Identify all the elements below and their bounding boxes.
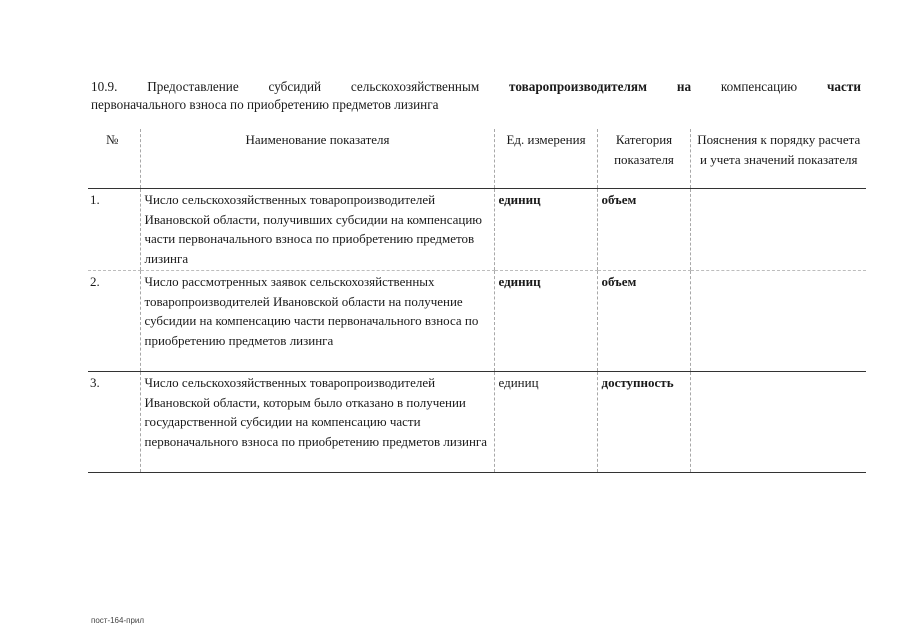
row-number: 1.	[88, 189, 140, 271]
section-heading	[91, 78, 861, 114]
row-notes	[690, 271, 866, 372]
row-unit: единиц	[494, 189, 597, 271]
header-category: Категория показателя	[597, 129, 690, 189]
row-name: Число рассмотренных заявок сельскохозяйственных товаропроизводителей Ивановской области на получение субсидии на компенсацию части первоначального взноса по приобретению предметов лизинга	[140, 271, 494, 372]
row-category: объем	[597, 189, 690, 271]
row-number: 3.	[88, 372, 140, 473]
heading-word-bold: товаропроизводителям	[509, 79, 648, 94]
heading-line-2: первоначального взноса по приобретению предметов лизинга	[91, 97, 439, 112]
heading-word: компенсацию	[720, 79, 798, 94]
row-category: доступность	[597, 372, 690, 473]
row-unit: единиц	[494, 271, 597, 372]
table-row	[88, 271, 866, 372]
row-number: 2.	[88, 271, 140, 372]
row-name: Число сельскохозяйственных товаропроизводителей Ивановской области, получивших субсидии на компенсацию части первоначального взноса по приобретению предметов лизинга	[140, 189, 494, 271]
table-header-row	[88, 129, 866, 189]
header-notes: Пояснения к порядку расчета и учета значений показателя	[690, 129, 866, 189]
heading-word: субсидий	[268, 79, 322, 94]
footer-filename: пост-164-прил	[91, 616, 145, 625]
header-name: Наименование показателя	[140, 129, 494, 189]
heading-word: сельскохозяйственным	[350, 79, 480, 94]
heading-word: Предоставление	[147, 79, 239, 94]
row-name: Число сельскохозяйственных товаропроизводителей Ивановской области, которым было отказано в получении государственной субсидии на компенсацию части первоначального взноса по приобретению предметов лизинга	[140, 372, 494, 473]
table-row	[88, 189, 866, 271]
heading-line-1	[91, 78, 861, 96]
row-notes	[690, 372, 866, 473]
table-row	[88, 372, 866, 473]
row-category: объем	[597, 271, 690, 372]
heading-word-bold: части	[826, 79, 861, 94]
heading-word-bold: на	[676, 79, 692, 94]
header-number: №	[88, 129, 140, 189]
header-unit: Ед. измерения	[494, 129, 597, 189]
section-number: 10.9.	[91, 79, 118, 94]
row-unit: единиц	[494, 372, 597, 473]
row-notes	[690, 189, 866, 271]
indicators-table	[88, 129, 866, 473]
